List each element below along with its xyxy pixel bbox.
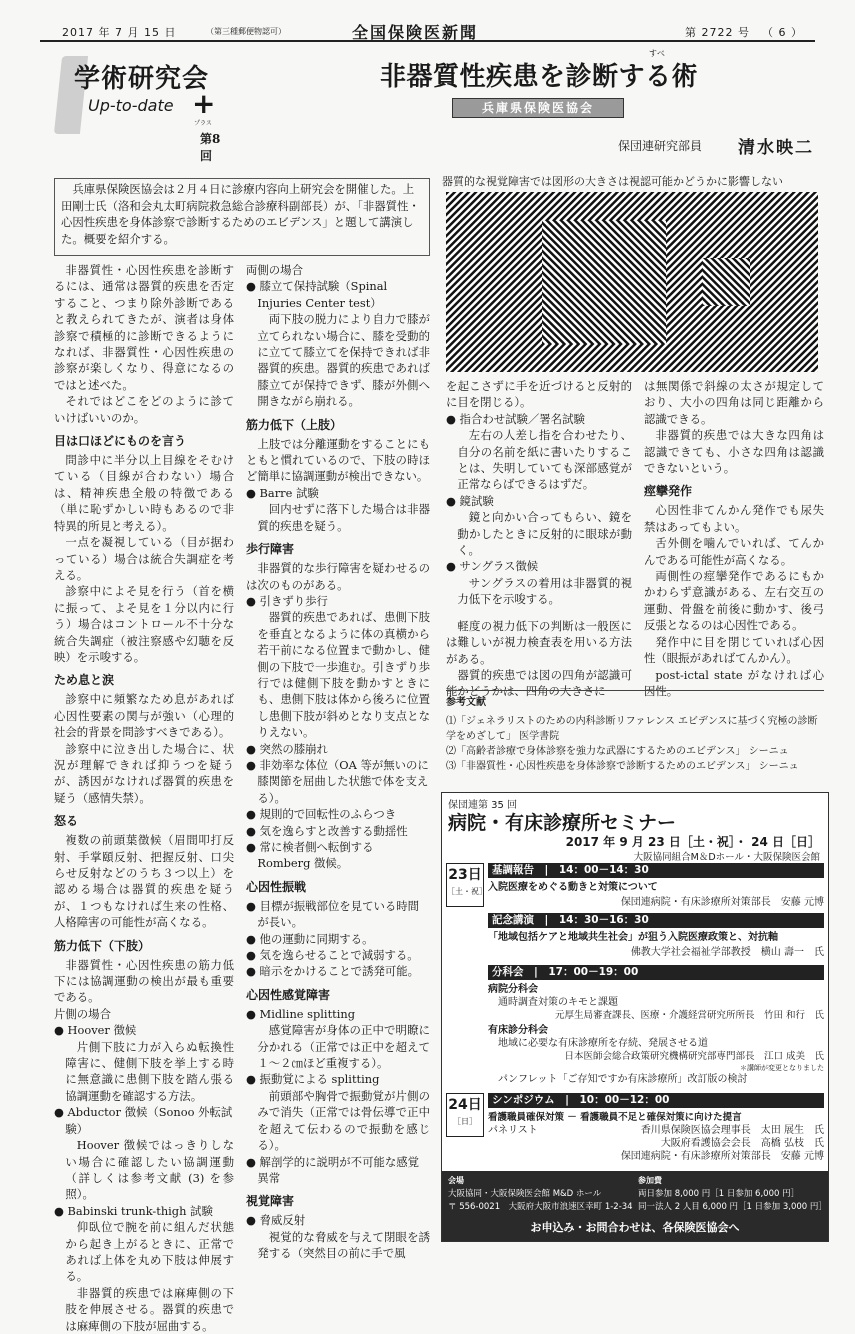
author-role: 保団連研究部員 xyxy=(618,139,703,153)
paragraph: 舌外側を噛んでいれば、てんかんである可能性が高くなる。 xyxy=(644,536,824,567)
bullet-item: ● Midline splitting xyxy=(246,1006,355,1021)
references xyxy=(446,690,824,774)
paragraph: 発作中に目を閉じていれば心因性（眼振があればてんかん）。 xyxy=(644,634,824,666)
series-logo xyxy=(58,46,228,163)
bullet-item: ● Barre 試験 xyxy=(246,485,319,500)
paragraph: post-ictal state がなければ心因性。 xyxy=(644,667,824,698)
panelist: 保団連病院・有床診療所対策部長 安藤 元博 xyxy=(620,1151,824,1162)
venue-label: 会場 xyxy=(448,1176,464,1185)
bullet-item: ● Hoover 徴候 xyxy=(54,1023,137,1038)
session-speaker: 保団連病院・有床診療所対策部長 安藤 元博 xyxy=(620,897,824,908)
session-speaker: 日本医師会総合政策研究機構研究部専門部長 江口 成美 氏 xyxy=(564,1051,824,1062)
bullet-item: ● 膝立て保持試験（Spinal Injuries Center test） xyxy=(246,279,388,310)
lead-text: 兵庫県保険医協会は２月４日に診療内容向上研究会を開催した。上田剛士氏（洛和会丸太町病院救急総合診療科副部長）が、「非器質性・心因性疾患を身体診察で診断するためのエビデンス」と題して講演した。概要を紹介する。 xyxy=(61,182,420,246)
section-heading: 歩行障害 xyxy=(246,542,295,557)
bullet-item: ● Babinski trunk-thigh 試験 xyxy=(54,1203,213,1218)
reference-item: ⑴「ジェネラリストのための内科診断リファレンス エビデンスに基づく究極の診断学をめざして」 医学書院 xyxy=(446,716,818,742)
paragraph: 非器質的疾患では大きな四角は認識できても、小さな四角は認識できないという。 xyxy=(644,428,824,476)
session-label: 記念講演 xyxy=(492,914,534,926)
association-name: 兵庫県保険医協会 xyxy=(481,101,594,115)
bullet-item: ● 気を逸らせることで減弱する。 xyxy=(246,948,419,963)
bullet-item: ● 振動覚による splitting xyxy=(246,1072,380,1087)
paragraph: 軽度の視力低下の判断は一般医には難しいが視力検査表を用いる方法がある。 xyxy=(446,618,632,666)
section-heading: 痙攣発作 xyxy=(644,484,693,499)
lead-box xyxy=(54,178,430,256)
day2-sub: ［日］ xyxy=(453,1117,477,1126)
bullet-detail: 回内せずに落下した場合は非器質的疾患を疑う。 xyxy=(257,502,430,533)
paragraph: は無関係で斜線の太さが規定しており、大小の四角は同じ距離から認識できる。 xyxy=(644,379,824,426)
session-bar: 記念講演 | 14：30－16：30 xyxy=(488,913,824,928)
bullet-item: ● 規則的で回転性のふらつき xyxy=(246,807,397,822)
bullet-detail: 鏡と向かい合ってもらい、鏡を動かしたときに反射的に眼球が動く。 xyxy=(457,510,632,558)
session-time: 17：00－19：00 xyxy=(548,966,639,978)
small-square xyxy=(702,258,750,306)
bullet-item: ● 鏡試験 xyxy=(446,493,494,508)
panelist-label: パネリスト xyxy=(488,1125,538,1136)
bullet-item: ● サングラス徴候 xyxy=(446,559,539,574)
subsession-topic: 通時調査対策のキモと課題 xyxy=(498,997,618,1008)
masthead-rule xyxy=(40,40,815,42)
day1-sub: ［土・祝］ xyxy=(447,887,487,896)
seminar-ad xyxy=(441,792,829,1242)
headline: 非器質性疾患を診断する術 xyxy=(380,62,699,92)
section-heading: 心因性感覚障害 xyxy=(246,987,331,1002)
section-heading: ため息と涙 xyxy=(54,673,115,688)
section-heading: 視覚障害 xyxy=(246,1194,295,1209)
session-label: 基調報告 xyxy=(492,864,534,876)
subsession-title: 有床診分科会 xyxy=(488,1025,548,1036)
newspaper-name: 全国保険医新聞 xyxy=(352,23,479,42)
bullet-item: ● 気を逸らすと改善する動揺性 xyxy=(246,823,408,838)
bullet-detail: 器質的疾患であれば、患側下肢を垂直となるように体の真横から若干前になる位置まで動かし、健側の下肢で一歩進む。引きずり歩行では健側下肢を動かすときにも、患側下肢は体から後ろに位置し患側下肢が斜めとなり支点となりえない。 xyxy=(257,610,430,740)
author-name: 清水映二 xyxy=(738,138,814,158)
session-label: シンポジウム xyxy=(492,1094,555,1106)
visual-test-figure xyxy=(446,192,818,372)
fee-line: 同一法人 2 人目 6,000 円［1 日参加 3,000 円］ xyxy=(638,1202,827,1212)
bullet-item: ● 脅威反射 xyxy=(246,1213,306,1228)
issue-number: 第 2722 号 xyxy=(685,26,750,39)
day1-badge xyxy=(446,863,487,907)
session-title: 入院医療をめぐる動きと対策について xyxy=(488,882,658,893)
paragraph: 非器質性・心因性疾患を診断するには、通常は器質的疾患を否定すること、つまり除外診断であると教えられてきたが、演者は身体診察で積極的に診断できるようになれば、非器質性・心因性疾患の診察が楽しくなり、得意になるのではと述べた。 xyxy=(54,263,234,392)
session-bar: シンポジウム | 10：00－12：00 xyxy=(488,1093,824,1108)
seminar-footer xyxy=(442,1171,828,1241)
bullet-detail: Hoover 徴候ではっきりしない場合に確認したい協調運動（詳しくは参考文献 (3) を参照）。 xyxy=(65,1138,234,1202)
day1-label: 23日 xyxy=(448,867,482,883)
paragraph: 上肢では分離運動をすることにもともと慣れているので、下肢の時ほど簡単に協調運動が検出できない。 xyxy=(246,436,430,484)
large-square xyxy=(542,220,666,344)
bullet-detail: 感覚障害が身体の正中で明瞭に分かれる（正常では正中を超えて１～２㎝ほど重複する）。 xyxy=(257,1023,430,1071)
session-bar: 基調報告 | 14：00－14：30 xyxy=(488,863,824,878)
subheading: 両側の場合 xyxy=(246,263,303,277)
series-number: 第8回 xyxy=(200,132,221,163)
subheading: 片側の場合 xyxy=(54,1006,111,1021)
paragraph: を起こさずに手を近づけると反射的に目を閉じる）。 xyxy=(446,379,632,410)
venue-address: 〒 556-0021 大阪府大阪市浪速区幸町 1-2-34 xyxy=(448,1202,633,1212)
association-banner xyxy=(452,98,624,118)
subsession-title: 病院分科会 xyxy=(488,984,538,995)
day2-program xyxy=(488,1093,824,1169)
paragraph: 診察中に泣き出した場合に、状況が理解できれば抑うつを疑うが、誘因がなければ器質的疾患を疑う（感情失禁）。 xyxy=(54,741,234,805)
bullet-item: ● 暗示をかけることで誘発可能。 xyxy=(246,964,420,979)
venue-name: 大阪協同・大阪保険医会館 M&D ホール xyxy=(448,1189,602,1199)
session-label: 分科会 xyxy=(492,966,524,978)
figure-caption: 器質的な視覚障害では図形の大きさは視認可能かどうかに影響しない xyxy=(442,175,783,188)
bullet-detail: 非器質的疾患では麻痺側の下肢を伸展させる。器質的疾患では麻痺側の下肢が屈曲する。 xyxy=(65,1285,234,1333)
diagonal-line-pattern xyxy=(446,192,818,372)
bullet-item: ● Abductor 徴候（Sonoo 外転試験） xyxy=(54,1105,233,1136)
seminar-title: 病院・有床診療所セミナー xyxy=(448,812,677,834)
mail-note: （第三種郵便物認可） xyxy=(206,27,286,36)
paragraph: 両側性の痙攣発作であるにもかかわらず意識がある、左右交互の運動、骨盤を前後に動かす、後弓反張となるのは心因性である。 xyxy=(644,569,824,633)
seminar-date: 2017 年 9 月 23 日［土・祝］・ 24 日［日］ xyxy=(565,835,820,849)
reference-item: ⑵「高齢者診療で身体診察を強力な武器にするためのエビデンス」 シーニュ xyxy=(446,746,789,757)
column-1 xyxy=(54,262,234,1334)
paragraph: それではどこをどのように診ていけばいいのか。 xyxy=(54,394,234,425)
plus-label: プラス xyxy=(194,120,212,127)
series-subtitle: Up-to-date xyxy=(88,96,174,115)
bullet-item: ● 指合わせ試験／署名試験 xyxy=(446,411,585,426)
seminar-venue-line: 大阪協同組合M＆Dホール・大阪保険医会館 xyxy=(633,852,820,863)
bullet-detail: 前頭部や胸骨で振動覚が片側のみで消失（正常では骨伝導で正中を超えて伝わるので振動を感じる）。 xyxy=(257,1088,430,1153)
column-3 xyxy=(446,378,632,700)
bullet-detail: サングラスの着用は非器質的視力低下を示唆する。 xyxy=(457,575,632,607)
session-speaker: 佛教大学社会福祉学部教授 横山 壽一 氏 xyxy=(630,947,824,958)
bullet-detail: 視覚的な脅威を与えて閉眼を誘発する（突然目の前に手で風 xyxy=(257,1229,430,1261)
bullet-detail: 両下肢の脱力により自力で膝が立てられない場合に、膝を受動的に立てて膝立てを保持できれば非器質的疾患。器質的疾患であれば膝立てが保持できず、膝が外側へ開きながら崩れる。 xyxy=(257,312,430,409)
session-time: 10：00－12：00 xyxy=(579,1094,670,1106)
reference-item: ⑶「非器質性・心因性疾患を身体診察で診断するためのエビデンス」 シーニュ xyxy=(446,761,799,772)
paragraph: 器質的疾患では図の四角が認識可能かどうかは、四角の大きさに xyxy=(446,667,632,699)
session-time: 14：30－16：30 xyxy=(558,914,649,926)
panelist: 香川県保険医協会理事長 太田 展生 氏 xyxy=(640,1125,824,1136)
bullet-detail: 片側下肢に力が入らぬ転換性障害に、健側下肢を挙上する時に無意識に患側下肢を踏ん張る協調運動を確認する方法。 xyxy=(65,1039,234,1103)
pamphlet-note: パンフレット「ご存知ですか有床診療所」改訂版の検討 xyxy=(498,1074,748,1085)
paragraph: 一点を凝視している（目が据わっている）場合は統合失調症を考える。 xyxy=(54,535,234,582)
fee-line: 両日参加 8,000 円［1 日参加 6,000 円］ xyxy=(638,1189,800,1199)
session-title: 「地域包括ケアと地域共生社会」が狙う入院医療政策と、対抗軸 xyxy=(488,932,778,943)
plus-icon: + xyxy=(192,87,216,120)
bullet-item: ● 引きずり歩行 xyxy=(246,593,328,608)
seminar-tag: 保団連第 35 回 xyxy=(448,800,518,811)
section-heading: 心因性振戦 xyxy=(246,879,307,894)
series-title: 学術研究会 xyxy=(74,64,210,94)
page-number: （ 6 ） xyxy=(762,26,803,39)
bullet-item: ● 非効率な体位（OA 等が無いのに膝関節を屈曲した状態で体を支える）。 xyxy=(246,757,429,805)
panelist: 大阪府看護協会会長 高橋 弘枝 氏 xyxy=(660,1138,824,1149)
section-heading: 怒る xyxy=(54,814,79,829)
fee-label: 参加費 xyxy=(638,1176,662,1185)
bullet-detail: 左右の人差し指を合わせたり、自分の名前を紙に書いたりすることは、失明していても深部感覚が正常ならばできるはずだ。 xyxy=(457,428,632,492)
bullet-item: ● 他の運動に同期する。 xyxy=(246,931,374,946)
bullet-detail: 仰臥位で腕を前に組んだ状態から起き上がるときに、正常であれば上体を丸め下肢は伸展する。 xyxy=(65,1220,234,1284)
contact-line: お申込み・お問合わせは、各保険医協会へ xyxy=(530,1221,740,1234)
subsession-topic: 地域に必要な有床診療所を存続、発展させる道 xyxy=(498,1038,708,1049)
bullet-item: ● 突然の膝崩れ xyxy=(246,741,328,756)
section-heading: 目は口ほどにものを言う xyxy=(54,434,187,449)
column-2 xyxy=(246,262,430,1262)
section-heading: 筋力低下（上肢） xyxy=(246,417,343,432)
references-title: 参考文献 xyxy=(446,697,486,708)
day2-badge xyxy=(446,1093,484,1137)
paragraph: 診察中に頻繁なため息があれば心因性要素の関与が強い（心理的社会的背景を問診すべきである）。 xyxy=(54,692,234,740)
paragraph: 複数の前頭葉徴候（眉間叩打反射、手掌頤反射、把握反射、口尖らせ反射などのうち３つ以上）を認める場合は器質的疾患を疑うが、１つもなければ生来の性格、人格障害の可能性が高くなる。 xyxy=(54,833,234,930)
day2-label: 24日 xyxy=(448,1097,482,1113)
paragraph: 非器質性・心因性疾患の筋力低下には協調運動の検出が最も重要である。 xyxy=(54,957,234,1005)
paragraph: 心因性非てんかん発作でも尿失禁はあってもよい。 xyxy=(644,503,824,534)
speaker-note: ＊講師が変更となりました xyxy=(740,1064,824,1072)
bullet-item: ● 解剖学的に説明が不可能な感覚異常 xyxy=(246,1154,420,1185)
section-heading: 筋力低下（下肢） xyxy=(54,938,151,953)
paragraph: 診察中によそ見を行う（首を横に振って、よそ見を１分以内に行う）場合はコントロール不十分な統合失調症（被注察感や幻聴を反映）を示唆する。 xyxy=(54,584,234,664)
session-speaker: 元厚生局審査課長、医療・介護経営研究所所長 竹田 和行 氏 xyxy=(554,1010,824,1021)
session-title: 看護職員確保対策 － 看護職員不足と確保対策に向けた提言 xyxy=(488,1112,742,1123)
session-bar: 分科会 | 17：00－19：00 xyxy=(488,965,824,980)
headline-ruby: すべ xyxy=(649,49,665,58)
bullet-item: ● 目標が振戦部位を見ている時間が長い。 xyxy=(246,898,420,930)
bullet-item: ● 常に検者側へ転倒する Romberg 徴候。 xyxy=(246,840,374,871)
day1-program xyxy=(488,863,824,1085)
issue-date: 2017 年 7 月 15 日 xyxy=(62,26,177,39)
column-4 xyxy=(644,378,824,699)
paragraph: 問診中に半分以上目線をそむけている（目線が合わない）場合は、精神疾患全般の特徴である（単に恥ずかしい時もあるので非特異的所見と考える）。 xyxy=(54,453,234,533)
paragraph: 非器質的な歩行障害を疑わせるのは次のものがある。 xyxy=(246,561,430,592)
session-time: 14：00－14：30 xyxy=(558,864,649,876)
